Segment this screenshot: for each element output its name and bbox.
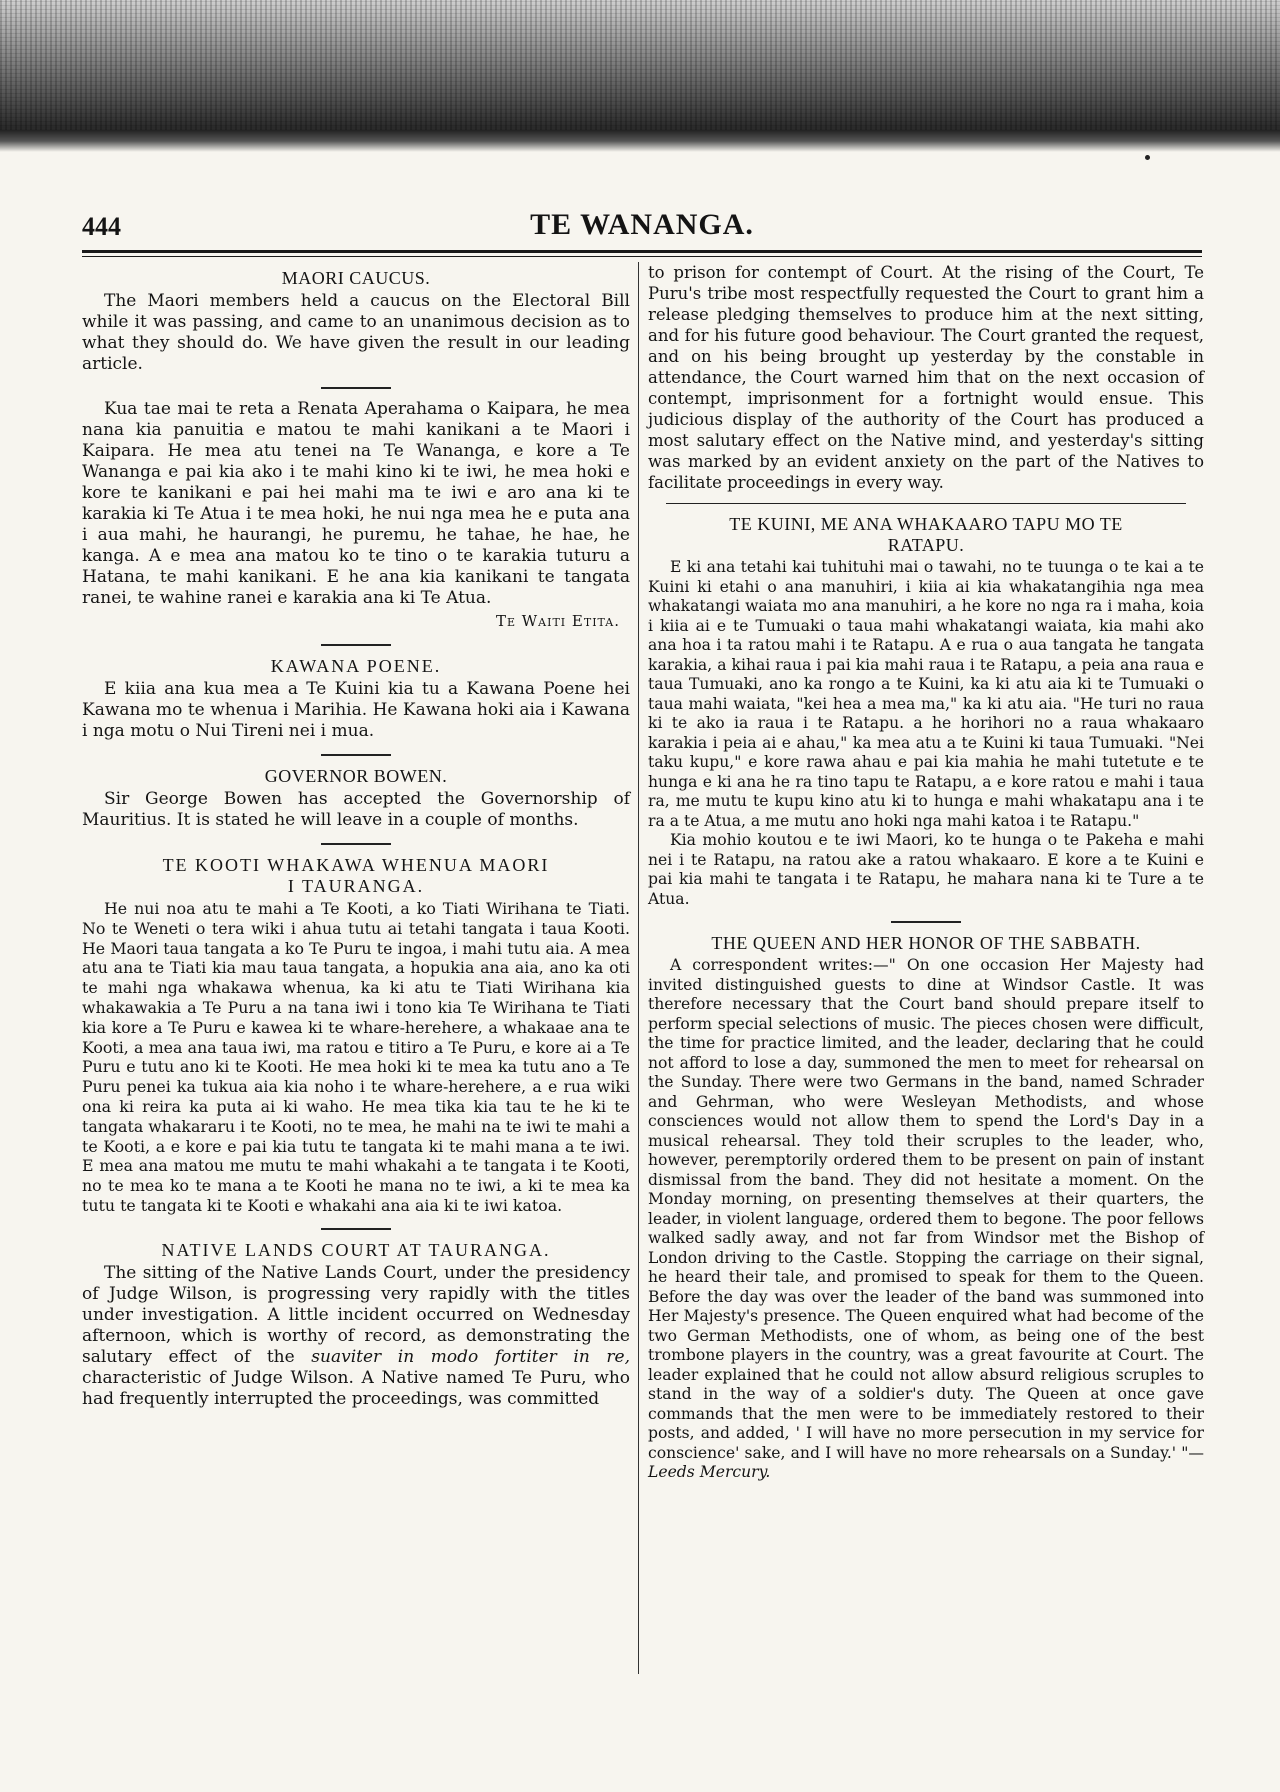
header-rule-thin xyxy=(82,256,1202,257)
letter-signature: Te Waiti Etita. xyxy=(495,612,620,630)
column-divider xyxy=(638,262,639,1674)
heading-kawana-poene: KAWANA POENE. xyxy=(270,656,442,676)
letter-text: Kua tae mai te reta a Renata Aperahama o Kaipara, he mea nana kia panuitia e matou te mahi kanikani a te Maori i Kaipara. He mea atu tenei na Te Wananga, e kore a Te Wananga e pai kia ako i te mahi kino ki te iwi, he mea hoki e kore te kanikani e pai hei mahi ma te iwi e aro ana ki te karakia ki Te Atua i te mea hoki, he nui nga mea he e puta ana i aua mahi, he haurangi, he puremu, he tahae, he hae, he kanga. A e mea ana matou ko te tino o te karakia tuturu a Hatana, te mahi kanikani. E he ana kia kanikani te tangata ranei, te wahine ranei e karakia ana ki Te Atua. xyxy=(82,399,630,608)
heading-te-kuini xyxy=(648,514,1204,556)
section-rule xyxy=(666,503,1186,504)
heading-te-kooti-line1: TE KOOTI WHAKAWA WHENUA MAORI xyxy=(162,855,550,875)
section-rule xyxy=(891,921,961,923)
governor-bowen-text: Sir George Bowen has accepted the Governorship of Mauritius. It is stated he will leave in a couple of months. xyxy=(82,789,630,830)
native-lands-text xyxy=(82,1263,630,1410)
te-kuini-para1: E ki ana tetahi kai tuhituhi mai o tawahi, no te tuunga o te kai a te Kuini ki etahi o ana manuhiri, i kiia ai kia whakatangihia nga mea whakatangi waiata mo ana manuhiri, a he kore no nga ra i maha, koia i kiia ai e te Tumuaki o taua mahi whakatangi waiata, kia mahi ako ana hoa i ta ratou mahi i te Ratapu. A e rua o aua tangata he tangata karakia, a kihai raua i pai kia mahi raua i te Ratapu, a peia ana raua e taua Tumuaki, ano ka rongo a te Kuini, ka ki atu aia ki te Tumuaki o taua mahi waiata, "kei hea a mea ma," ka ki atu aia. "He turi no raua ki te ako ia raua i te Ratapu. a he horihori no a raua whakaaro karakia i peia ai e ahau," ka mea atu a te Kuini ki taua Tumuaki. "Nei taku kupu," e kore rawa ahau e pai kia mahia he mahi tutetute e te hunga e ki ana he ra tino tapu te Ratapu, a e kore ratou e mahi i taua ra, me mutu te kupu kino atu ki to hunga e mahi whakatapu ana i te ra a te Atua, a me mutu ano hoki nga mahi katoa i te Ratapu." xyxy=(648,558,1204,830)
heading-maori-caucus: MAORI CAUCUS. xyxy=(281,268,431,288)
section-rule xyxy=(321,754,391,756)
native-lands-text-a: The sitting of the Native Lands Court, under the presidency of Judge Wilson, is progressing very rapidly with the titles under investigation. A little incident occurred on Wednesday afternoon, which is worthy of record, as demonstrating the salutary effect of the xyxy=(82,1262,630,1367)
native-lands-italic: suaviter in modo fortiter in re, xyxy=(311,1346,630,1367)
heading-te-kuini-line2: RATAPU. xyxy=(887,535,965,555)
section-rule xyxy=(321,387,391,389)
heading-queen-sabbath: THE QUEEN AND HER HONOR OF THE SABBATH. xyxy=(711,933,1141,953)
te-kuini-para2: Kia mohio koutou e te iwi Maori, ko te hunga o te Pakeha e mahi nei i te Ratapu, na ratou ake a ratou whakaaro. E kore a te Kuini e pai kia mahi te tangata i te Ratapu, he mahara nana ki te Ture a te Atua. xyxy=(648,831,1204,908)
queen-sabbath-source: Leeds Mercury. xyxy=(648,1463,771,1481)
kawana-poene-text: E kiia ana kua mea a Te Kuini kia tu a Kawana Poene hei Kawana mo te whenua i Marihia. He Kawana hoki aia i Kawana i nga motu o Nui Tireni nei i mua. xyxy=(82,679,630,741)
heading-te-kooti xyxy=(82,855,630,897)
page-header xyxy=(82,208,1202,248)
te-kooti-text: He nui noa atu te mahi a Te Kooti, a ko Tiati Wirihana te Tiati. No te Weneti o tera wiki i ahua tutu ai tetahi tangata i taua Kooti. He Maori taua tangata a ko Te Puru te ingoa, i mahi tutu aia. A mea atu ana te Tiati kia mau taua tangata, a hopukia ana aia, ano ka oti te mahi nga whakawa whenua, ka ki atu te Tiati Wirihana kia whakawakia a Te Puru a na tana iwi i tono kia Te Wirihana te Tiati kia kore a Te Puru e kawea ki te whare-herehere, a whakaae ana te Kooti, a mea ana taua iwi, ma ratou e titiro a Te Puru, e kore ai a Te Puru e tutu ano ki te Kooti. He mea hoki ki te mea ka tutu ano a Te Puru penei ka tukua aia kia noho i te whare-herehere, a e rua wiki ona ki reira ka puta ai ki waho. He mea tika kia tau te he ki te tangata whakararu i te Kooti, no te mea, he mahi na te iwi te mahi a te Kooti, a e kore e pai kia tutu te tangata ki te mahi mana a te iwi. E mea ana matou me mutu te mahi whakahi a te tangata i te Kooti, no te mea ko te mana a te Kooti he mana no te iwi, a ki te mea ka tutu te tangata ki te Kooti e whakahi ana aia ki te iwi katoa. xyxy=(82,899,630,1215)
ink-speck xyxy=(1145,155,1150,160)
maori-caucus-text: The Maori members held a caucus on the Electoral Bill while it was passing, and came to an unanimous decision as to what they should do. We have given the result in our leading article. xyxy=(82,291,630,374)
section-rule xyxy=(321,843,391,845)
section-rule xyxy=(321,644,391,646)
native-lands-text-b: characteristic of Judge Wilson. A Native named Te Puru, who had frequently interrupted the proceedings, was committed xyxy=(82,1367,630,1409)
heading-te-kooti-line2: I TAURANGA. xyxy=(287,876,425,896)
scan-noise-band xyxy=(0,0,1280,150)
heading-governor-bowen: GOVERNOR BOWEN. xyxy=(264,766,448,786)
right-column xyxy=(648,262,1204,1483)
scan-noise-edge xyxy=(0,130,1280,152)
header-rule xyxy=(82,250,1202,253)
masthead-title: TE WANANGA. xyxy=(530,208,754,241)
section-rule xyxy=(321,1228,391,1230)
native-lands-continued: to prison for contempt of Court. At the rising of the Court, Te Puru's tribe most respectfully requested the Court to grant him a release pledging themselves to produce him at the next sitting, and for his future good behaviour. The Court granted the request, and on his being brought up yesterday by the constable in attendance, the Court warned him that on the next occasion of contempt, imprisonment for a fortnight would ensue. This judicious display of the authority of the Court has produced a most salutary effect on the Native mind, and yesterday's sitting was marked by an evident anxiety on the part of the Natives to facilitate proceedings in every way. xyxy=(648,263,1204,492)
queen-sabbath-text xyxy=(648,956,1204,1483)
queen-sabbath-body: A correspondent writes:—" On one occasion Her Majesty had invited distinguished guests to dine at Windsor Castle. It was therefore necessary that the Court band should prepare itself to perform special selections of music. The pieces chosen were difficult, the time for practice limited, and the leader, declaring that he could not afford to lose a day, summoned the men to meet for rehearsal on the Sunday. There were two Germans in the band, named Schrader and Gehrman, who were Wesleyan Methodists, and whose consciences would not allow them to spend the Lord's Day in a musical rehearsal. They told their scruples to the leader, who, however, peremptorily ordered them to be present on pain of instant dismissal from the band. They did not hesitate a moment. On the Monday morning, on presenting themselves at their quarters, the leader, in violent language, ordered them to begone. The poor fellows walked sadly away, and not far from Windsor met the Bishop of London driving to the Castle. Stopping the carriage on their signal, he heard their tale, and promised to speak for them to the Queen. Before the day was over the leader of the band was summoned into Her Majesty's presence. The Queen enquired what had become of the two German Methodists, one of whom, as being one of the best trombone players in the country, was a great favourite at Court. The leader explained that he could not allow absurd religious scruples to stand in the way of a soldier's duty. The Queen at once gave commands that the men were to be immediately restored to their posts, and added, ' I will have no more persecution in my service for conscience' sake, and I will have no more rehearsals on a Sunday.' "— xyxy=(648,956,1204,1462)
heading-te-kuini-line1: TE KUINI, ME ANA WHAKAARO TAPU MO TE xyxy=(729,514,1123,534)
left-column xyxy=(82,262,630,1410)
heading-native-lands: NATIVE LANDS COURT AT TAURANGA. xyxy=(161,1239,551,1260)
page-number: 444 xyxy=(82,212,121,241)
